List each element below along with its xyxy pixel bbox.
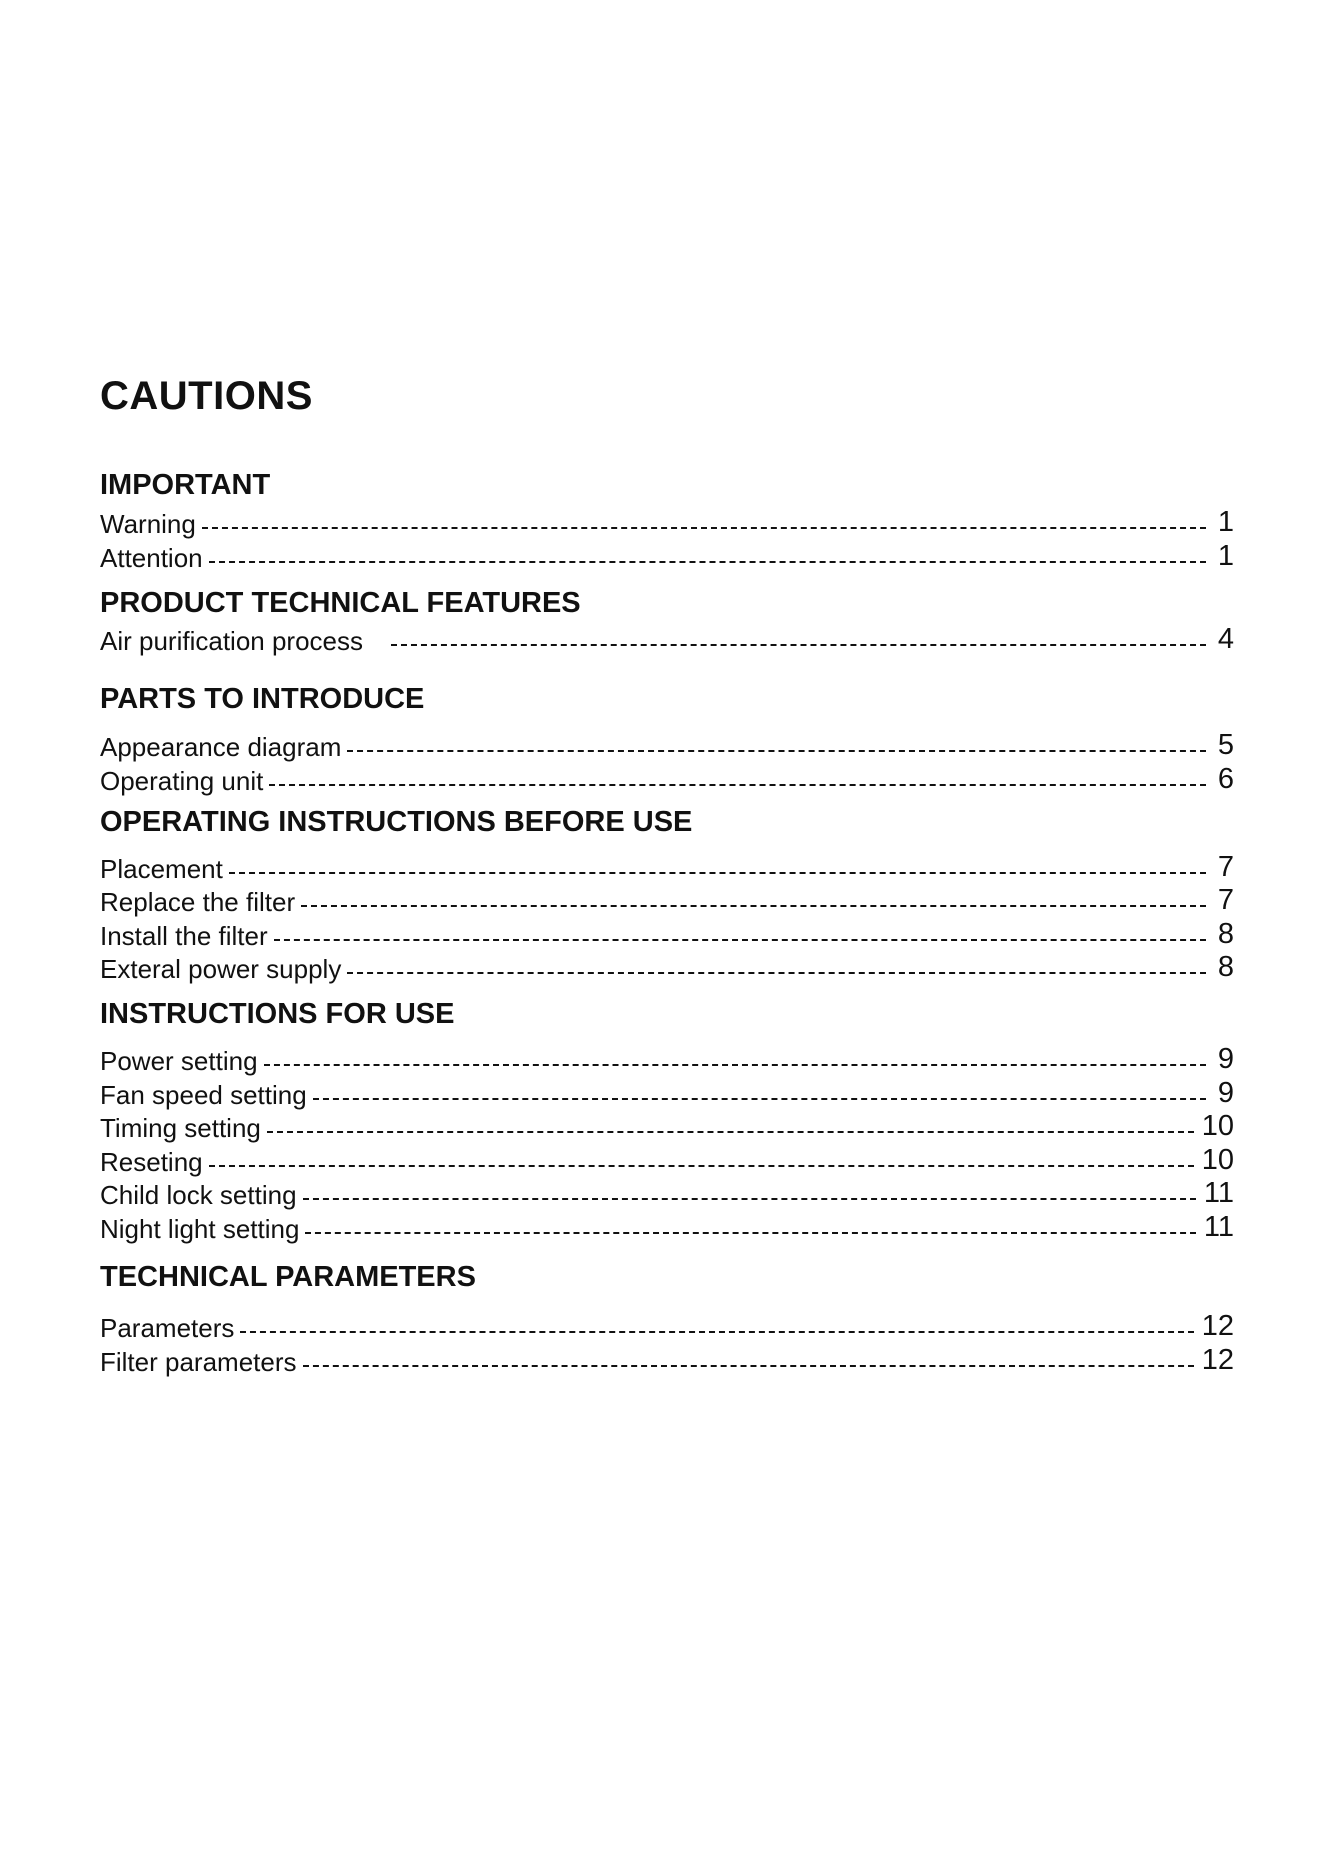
toc-entry-replace-the-filter — [100, 881, 1234, 915]
toc-entry-power-setting — [100, 1040, 1234, 1074]
toc-page-number: 6 — [1217, 763, 1234, 795]
dotted-leader — [240, 1331, 1193, 1333]
section-heading-operating-instructions-before-use: OPERATING INSTRUCTIONS BEFORE USE — [100, 806, 693, 838]
toc-entry-parameters — [100, 1307, 1234, 1341]
section-heading-parts-to-introduce: PARTS TO INTRODUCE — [100, 683, 425, 715]
dotted-leader — [267, 1131, 1194, 1133]
toc-page-number: 1 — [1217, 506, 1234, 538]
section-heading-product-technical-features: PRODUCT TECHNICAL FEATURES — [100, 587, 581, 619]
dotted-leader — [202, 527, 1206, 529]
dotted-leader — [305, 1232, 1195, 1234]
toc-entry-air-purification-process — [100, 620, 1234, 654]
toc-entry-night-light-setting — [100, 1208, 1234, 1242]
dotted-leader — [347, 972, 1206, 974]
toc-page-number: 10 — [1201, 1110, 1234, 1142]
dotted-leader — [391, 644, 1206, 646]
toc-page-number: 8 — [1217, 918, 1234, 950]
toc-entry-filter-parameters — [100, 1341, 1234, 1375]
toc-page-number: 9 — [1217, 1043, 1234, 1075]
toc-entry-placement — [100, 848, 1234, 882]
dotted-leader — [303, 1365, 1194, 1367]
toc-entry-operating-unit — [100, 760, 1234, 794]
toc-entry-install-the-filter — [100, 915, 1234, 949]
toc-entry-label: Replace the filter — [100, 887, 296, 917]
toc-entry-label: Reseting — [100, 1147, 203, 1177]
toc-entry-reseting — [100, 1141, 1234, 1175]
dotted-leader — [209, 1165, 1194, 1167]
toc-page-number: 9 — [1217, 1077, 1234, 1109]
dotted-leader — [313, 1098, 1206, 1100]
page-title: CAUTIONS — [100, 374, 313, 418]
toc-entry-label: Night light setting — [100, 1214, 300, 1244]
toc-page-number: 11 — [1203, 1177, 1234, 1209]
toc-entry-warning — [100, 503, 1234, 537]
dotted-leader — [209, 561, 1206, 563]
toc-entry-label: Child lock setting — [100, 1180, 297, 1210]
toc-page-number: 10 — [1201, 1144, 1234, 1176]
section-heading-instructions-for-use: INSTRUCTIONS FOR USE — [100, 998, 455, 1030]
toc-page-number: 7 — [1217, 851, 1234, 883]
toc-entry-label: Fan speed setting — [100, 1080, 307, 1110]
toc-entry-label: Exteral power supply — [100, 954, 342, 984]
dotted-leader — [269, 784, 1206, 786]
toc-entry-exteral-power-supply — [100, 948, 1234, 982]
dotted-leader — [274, 939, 1206, 941]
toc-entry-label: Air purification process — [100, 626, 363, 656]
toc-page-number: 11 — [1203, 1211, 1234, 1243]
toc-entry-appearance-diagram — [100, 726, 1234, 760]
dotted-leader — [303, 1198, 1196, 1200]
toc-entry-child-lock-setting — [100, 1174, 1234, 1208]
toc-entry-label: Warning — [100, 509, 196, 539]
toc-entry-label: Appearance diagram — [100, 732, 342, 762]
toc-entry-fan-speed-setting — [100, 1074, 1234, 1108]
toc-page-number: 1 — [1217, 540, 1234, 572]
toc-entry-label: Filter parameters — [100, 1347, 297, 1377]
toc-entry-label: Parameters — [100, 1313, 235, 1343]
toc-entry-attention — [100, 537, 1234, 571]
section-heading-technical-parameters: TECHNICAL PARAMETERS — [100, 1261, 476, 1293]
dotted-leader — [229, 872, 1206, 874]
toc-page-number: 4 — [1217, 623, 1234, 655]
toc-page-number: 7 — [1217, 884, 1234, 916]
toc-entry-label: Power setting — [100, 1046, 258, 1076]
toc-entry-label: Operating unit — [100, 766, 264, 796]
toc-page-number: 12 — [1201, 1344, 1234, 1376]
toc-entry-timing-setting — [100, 1107, 1234, 1141]
toc-page-number: 8 — [1217, 951, 1234, 983]
section-heading-important: IMPORTANT — [100, 469, 271, 501]
dotted-leader — [347, 750, 1206, 752]
toc-entry-label: Placement — [100, 854, 223, 884]
toc-entry-label: Attention — [100, 543, 203, 573]
dotted-leader — [301, 905, 1206, 907]
toc-page-number: 5 — [1217, 729, 1234, 761]
dotted-leader — [264, 1064, 1206, 1066]
toc-page-number: 12 — [1201, 1310, 1234, 1342]
toc-entry-label: Install the filter — [100, 921, 268, 951]
toc-entry-label: Timing setting — [100, 1113, 261, 1143]
